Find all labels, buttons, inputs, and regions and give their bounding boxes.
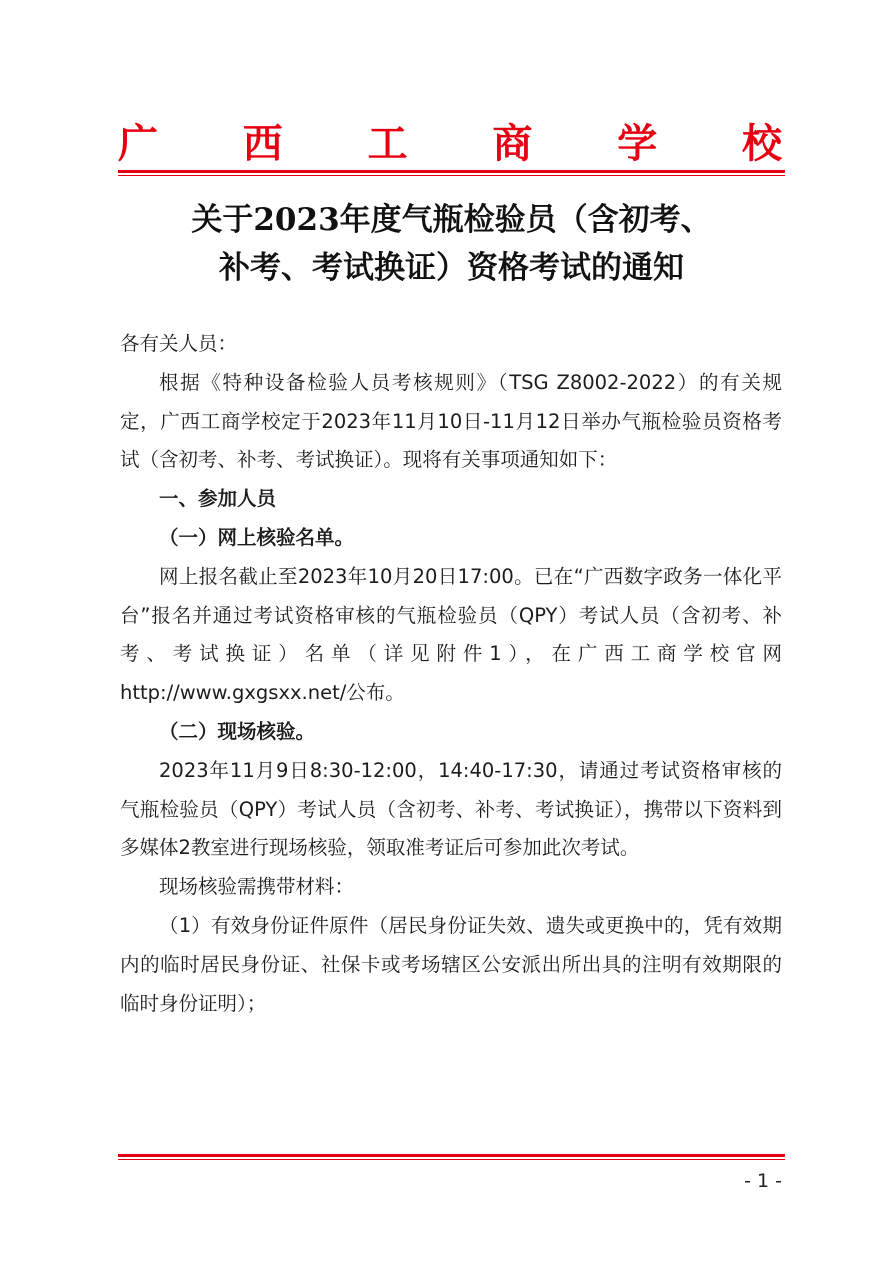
school-name-char: 校	[741, 120, 782, 167]
school-name-char: 广	[118, 120, 158, 167]
intro-paragraph: 根据《特种设备检验人员考核规则》（TSG Z8002-2022）的有关规定，广西工商学校定于2023年11月10日-11月12日举办气瓶检验员资格考试（含初考、补考、考试换证）。现将有关事项通知如下：	[120, 370, 782, 472]
document-title	[118, 196, 785, 292]
materials-heading: 现场核验需携带材料：	[159, 875, 355, 899]
onsite-check-paragraph: 2023年11月9日8:30-12:00，14:40-17:30，请通过考试资格审核的气瓶检验员（QPY）考试人员（含初考、补考、考试换证），携带以下资料到多媒体2教室进行现场核验，领取准考证后可参加此次考试。	[120, 758, 782, 860]
section-heading-participants: 一、参加人员	[159, 487, 277, 511]
material-item-1: （1）有效身份证件原件（居民身份证失效、遗失或更换中的，凭有效期内的临时居民身份证、社保卡或考场辖区公安派出所出具的注明有效期限的临时身份证明）；	[120, 913, 782, 1015]
page-number: - 1 -	[744, 1170, 782, 1192]
school-name-char: 商	[492, 120, 533, 167]
footer-divider	[118, 1154, 785, 1160]
header-divider	[118, 170, 785, 176]
school-name-char: 工	[367, 120, 408, 167]
subsection-heading-onsite-check: （二）现场核验。	[159, 719, 316, 743]
school-name-char: 西	[242, 120, 283, 167]
school-name-header	[118, 118, 782, 170]
salutation: 各有关人员：	[120, 332, 238, 355]
school-name-char: 学	[617, 120, 658, 167]
title-line-1: 关于2023年度气瓶检验员（含初考、	[191, 202, 712, 238]
online-check-paragraph: 网上报名截止至2023年10月20日17:00。已在“广西数字政务一体化平台”报名并通过考试资格审核的气瓶检验员（QPY）考试人员（含初考、补考、考试换证）名单（详见附件1），在广西工商学校官网http://www.gxgsxx.net/公布。	[120, 564, 782, 705]
title-line-2: 补考、考试换证）资格考试的通知	[219, 250, 684, 286]
document-body	[120, 325, 782, 1023]
subsection-heading-online-check: （一）网上核验名单。	[159, 525, 355, 549]
